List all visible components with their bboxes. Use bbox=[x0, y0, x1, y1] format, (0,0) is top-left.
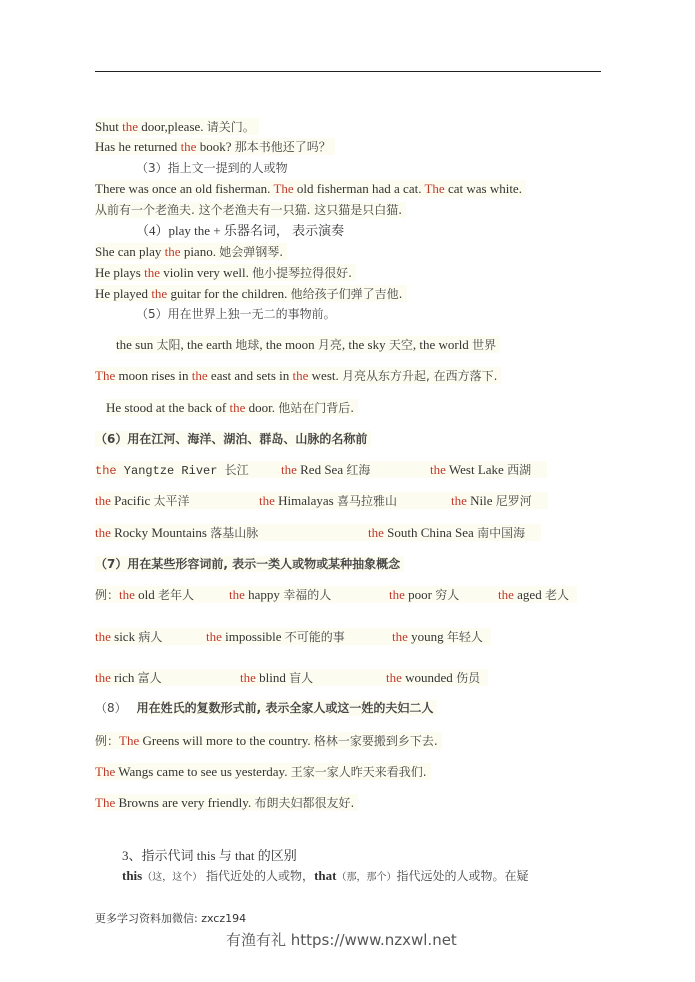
text: He stood at the back of bbox=[106, 400, 230, 415]
example-prefix: 例： bbox=[95, 588, 120, 602]
heading-3: （3）指上文一提到的人或物 bbox=[136, 161, 288, 175]
text: rich bbox=[110, 670, 138, 685]
article: the bbox=[292, 368, 309, 383]
text: She can play bbox=[95, 244, 165, 259]
text: east and sets in bbox=[207, 368, 293, 383]
article: the bbox=[229, 400, 246, 415]
heading-text: （6）用在江河、海洋、湖泊、群岛、山脉的名称前 bbox=[95, 431, 371, 447]
article: the bbox=[498, 587, 514, 602]
watermark: 有渔有礼 https://www.nzxwl.net bbox=[226, 931, 457, 949]
example-fisherman bbox=[95, 180, 526, 198]
article: the bbox=[95, 670, 111, 685]
example-shut-door bbox=[95, 118, 259, 136]
heading-4: （4）play the + 乐器名词， 表示演奏 bbox=[136, 223, 345, 238]
translation: 富人 bbox=[137, 671, 162, 685]
article: the bbox=[392, 629, 408, 644]
translation: 老人 bbox=[544, 588, 569, 602]
heading-5: （5）用在世界上独一无二的事物前。 bbox=[136, 307, 336, 321]
row-rivers-3 bbox=[95, 524, 541, 542]
text: , the earth bbox=[180, 337, 236, 352]
article: the bbox=[206, 629, 222, 644]
keyword-that: that bbox=[314, 868, 337, 883]
text: sick bbox=[110, 629, 139, 644]
heading-text: 用在姓氏的复数形式前, 表示全家人或这一姓的夫妇二人 bbox=[137, 700, 438, 716]
text: old bbox=[134, 587, 159, 602]
text: Browns are very friendly. bbox=[115, 795, 255, 810]
text: Greens will more to the country. bbox=[139, 733, 314, 748]
text: book? bbox=[196, 139, 235, 154]
translation: 老年人 bbox=[158, 588, 195, 602]
example-piano bbox=[95, 243, 287, 261]
article: the bbox=[259, 493, 275, 508]
text: Yangtze River bbox=[116, 464, 225, 478]
text: Pacific bbox=[110, 493, 154, 508]
text: Nile bbox=[466, 493, 496, 508]
translation: 穷人 bbox=[435, 588, 460, 602]
example-violin bbox=[95, 264, 356, 282]
text: violin very well. bbox=[160, 265, 253, 280]
section-3-body bbox=[122, 867, 528, 887]
article: the bbox=[240, 670, 256, 685]
heading-text: （7）用在某些形容词前, 表示一类人或物或某种抽象概念 bbox=[95, 556, 404, 572]
translation: 落基山脉 bbox=[210, 526, 259, 540]
footer-note: 更多学习资料加微信: zxcz194 bbox=[95, 912, 247, 925]
translation: 世界 bbox=[472, 338, 497, 352]
row-rivers-2 bbox=[95, 492, 548, 510]
example-browns bbox=[95, 794, 358, 812]
header-rule bbox=[95, 71, 601, 72]
translation: 他给孩子们弹了吉他. bbox=[290, 287, 403, 301]
article: the bbox=[368, 525, 384, 540]
text: guitar for the children. bbox=[167, 286, 291, 301]
translation: 尼罗河 bbox=[495, 494, 532, 508]
text: South China Sea bbox=[383, 525, 478, 540]
text: 指代近处的人或物， bbox=[202, 869, 315, 883]
article: the bbox=[144, 265, 160, 280]
text: impossible bbox=[221, 629, 285, 644]
example-prefix: 例： bbox=[95, 734, 120, 748]
text: Has he returned bbox=[95, 139, 181, 154]
translation: 请关门。 bbox=[206, 120, 255, 134]
translation: 伤员 bbox=[456, 671, 481, 685]
text: door. bbox=[245, 400, 279, 415]
text: aged bbox=[513, 587, 545, 602]
text: old fisherman had a cat. bbox=[293, 181, 425, 196]
article: the bbox=[95, 525, 111, 540]
article: the bbox=[180, 139, 197, 154]
heading-8 bbox=[95, 699, 437, 717]
text: Wangs came to see us yesterday. bbox=[115, 764, 291, 779]
article: The bbox=[95, 368, 116, 383]
translation: 天空 bbox=[388, 338, 413, 352]
translation: 太平洋 bbox=[153, 494, 190, 508]
translation: 从前有一个老渔夫. 这个老渔夫有一只猫. 这只猫是只白猫. bbox=[95, 202, 406, 218]
translation: 布朗夫妇都很友好. bbox=[254, 796, 355, 810]
example-fisherman-cn bbox=[95, 201, 406, 219]
translation: 月亮 bbox=[317, 338, 342, 352]
translation: 月亮从东方升起, 在西方落下. bbox=[342, 369, 498, 383]
translation: 那本书他还了吗？ bbox=[234, 140, 331, 154]
article: The bbox=[424, 181, 445, 196]
example-unique-things bbox=[116, 336, 500, 354]
article: the bbox=[95, 464, 117, 478]
article: the bbox=[95, 629, 111, 644]
text: west. bbox=[308, 368, 342, 383]
example-greens bbox=[95, 732, 442, 750]
article: the bbox=[281, 462, 297, 477]
text: Red Sea bbox=[296, 462, 347, 477]
text: piano. bbox=[180, 244, 220, 259]
article: the bbox=[151, 286, 168, 301]
article: the bbox=[430, 462, 446, 477]
text: happy bbox=[244, 587, 284, 602]
text: young bbox=[407, 629, 447, 644]
heading-6 bbox=[95, 430, 371, 448]
text: , the world bbox=[412, 337, 473, 352]
text: door,please. bbox=[137, 119, 207, 134]
text: , the moon bbox=[259, 337, 318, 352]
translation: 长江 bbox=[224, 463, 249, 477]
text: There was once an old fisherman. bbox=[95, 181, 274, 196]
translation: 幸福的人 bbox=[283, 588, 332, 602]
article: the bbox=[164, 244, 181, 259]
article: the bbox=[122, 119, 138, 134]
row-rivers-1 bbox=[95, 461, 547, 480]
text: He plays bbox=[95, 265, 145, 280]
text: blind bbox=[255, 670, 290, 685]
text: West Lake bbox=[445, 462, 508, 477]
example-moon-rises bbox=[95, 367, 501, 385]
article: the bbox=[229, 587, 245, 602]
article: The bbox=[95, 795, 116, 810]
note: （那，那个） bbox=[336, 872, 397, 883]
article: the bbox=[119, 587, 135, 602]
translation: 地球 bbox=[235, 338, 260, 352]
text: , the sky bbox=[341, 337, 389, 352]
note: （这，这个） bbox=[142, 872, 203, 883]
article: The bbox=[95, 764, 116, 779]
row-adjectives-1 bbox=[95, 586, 577, 604]
article: the bbox=[389, 587, 405, 602]
keyword-this: this bbox=[122, 868, 143, 883]
translation: 她会弹钢琴. bbox=[219, 245, 284, 259]
text: He played bbox=[95, 286, 152, 301]
text: the sun bbox=[116, 337, 157, 352]
text: Rocky Mountains bbox=[110, 525, 211, 540]
row-adjectives-2 bbox=[95, 628, 491, 646]
article: The bbox=[273, 181, 294, 196]
article: the bbox=[95, 493, 111, 508]
text: moon rises in bbox=[115, 368, 192, 383]
translation: 盲人 bbox=[289, 671, 314, 685]
row-adjectives-3 bbox=[95, 669, 488, 687]
article: The bbox=[119, 733, 140, 748]
translation: 太阳 bbox=[156, 338, 181, 352]
translation: 南中国海 bbox=[477, 526, 526, 540]
article: the bbox=[386, 670, 402, 685]
translation: 格林一家要搬到乡下去. bbox=[313, 734, 438, 748]
article: the bbox=[191, 368, 208, 383]
text: 指代远处的人或物。在疑 bbox=[396, 869, 529, 883]
example-guitar bbox=[95, 285, 407, 303]
example-returned-book bbox=[95, 138, 335, 156]
translation: 西湖 bbox=[507, 463, 532, 477]
heading-7 bbox=[95, 555, 404, 573]
translation: 红海 bbox=[346, 463, 371, 477]
translation: 喜马拉雅山 bbox=[336, 494, 397, 508]
translation: 王家一家人昨天来看我们. bbox=[290, 765, 427, 779]
translation: 不可能的事 bbox=[284, 630, 345, 644]
text: Himalayas bbox=[274, 493, 337, 508]
section-3-heading: 3、指示代词 this 与 that 的区别 bbox=[122, 848, 297, 863]
text: poor bbox=[404, 587, 436, 602]
example-back-of-door bbox=[106, 399, 358, 417]
translation: 他站在门背后. bbox=[278, 401, 355, 415]
heading-number: （8） bbox=[95, 701, 127, 715]
translation: 他小提琴拉得很好. bbox=[252, 266, 352, 280]
article: the bbox=[451, 493, 467, 508]
translation: 年轻人 bbox=[446, 630, 483, 644]
translation: 病人 bbox=[138, 630, 163, 644]
text: cat was white. bbox=[444, 181, 522, 196]
example-wangs bbox=[95, 763, 431, 781]
text: Shut bbox=[95, 119, 123, 134]
text: wounded bbox=[401, 670, 457, 685]
